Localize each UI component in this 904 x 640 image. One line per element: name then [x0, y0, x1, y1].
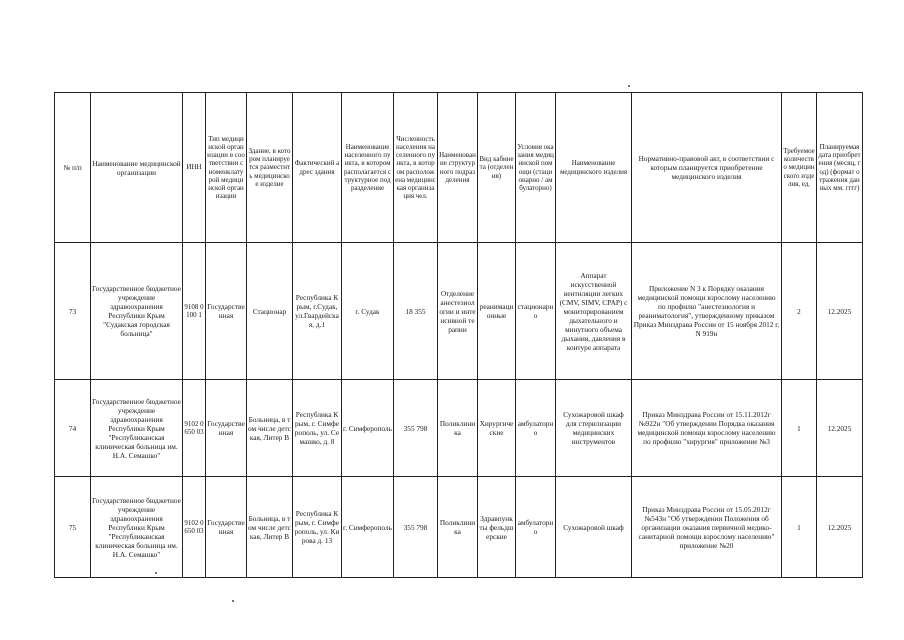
medical-devices-table — [54, 92, 863, 578]
cell-act: Приказ Минздрава России от 15.05.2012г №543н "Об утверждении Положения об организации оказания первичной медико-санитарной помощи взрослому населению" приложение №20 — [632, 477, 782, 578]
cell-cabinet: Хирургические — [478, 380, 516, 477]
cell-address: Республика Крым, г. Симферополь, ул. Семашко, д. 8 — [293, 380, 342, 477]
cell-conditions: амбулаторно — [516, 380, 556, 477]
header-cell-org: Наименование медицинской организации — [91, 93, 183, 243]
cell-date: 12.2025 — [817, 477, 863, 578]
header-cell-device: Наименование медицинского изделия — [556, 93, 632, 243]
cell-num: 73 — [55, 243, 91, 380]
cell-qty: 1 — [782, 380, 817, 477]
cell-date: 12.2025 — [817, 380, 863, 477]
cell-device: Сухожаровой шкаф — [556, 477, 632, 578]
cell-qty: 1 — [782, 477, 817, 578]
table-header-row — [55, 93, 863, 243]
cell-device: Сухожаровой шкаф для стерилизации медицинских инструментов — [556, 380, 632, 477]
table-row — [55, 243, 863, 380]
cell-inn: 9102 0650 03 — [183, 380, 206, 477]
header-cell-locality: Наименование населенного пункта, в котором располагается структурное подразделение — [342, 93, 394, 243]
cell-building: Больница, в том числе детская, Литер В — [247, 477, 293, 578]
cell-building: Стационар — [247, 243, 293, 380]
cell-org: Государственное бюджетное учреждение здравоохранения Республики Крым "Республиканская клиническая больница им. Н.А. Семашко" — [91, 477, 183, 578]
header-cell-act: Нормативно-правовой акт, в соответствии с которым планируется приобретение медицинского изделия — [632, 93, 782, 243]
cell-inn: 9102 0650 03 — [183, 477, 206, 578]
header-cell-inn: ИНН — [183, 93, 206, 243]
cell-org: Государственное бюджетное учреждение здравоохранения Республики Крым "Республиканская клиническая больница им. Н.А. Семашко" — [91, 380, 183, 477]
cell-type: Государственная — [206, 243, 247, 380]
cell-act: Приложение N 3 к Порядку оказания медицинской помощи взрослому населению по профилю "анестезиология и реаниматология", утвержденному приказом Приказ Минздрава России от 15 ноября 2012 г. N 919н — [632, 243, 782, 380]
header-cell-date: Планируемая дата приобретения (месяц, год) (формат отражения данных мм. гггг) — [817, 93, 863, 243]
header-cell-building: Здание, в котором планируется разместить медицинское изделие — [247, 93, 293, 243]
header-cell-conditions: Условия оказания медицинской помощи (стационарно / амбулаторно) — [516, 93, 556, 243]
cell-address: Республика Крым, г.Судак, ул.Гвардейская, д.1 — [293, 243, 342, 380]
table-row — [55, 380, 863, 477]
cell-type: Государственная — [206, 477, 247, 578]
cell-unit: Поликлиника — [438, 380, 478, 477]
header-cell-qty: Требуемое количество медицинского изделия, ед. — [782, 93, 817, 243]
cell-conditions: стационарно — [516, 243, 556, 380]
cell-org: Государственное бюджетное учреждение здравоохранения Республики Крым "Судакская городская больница" — [91, 243, 183, 380]
scan-speck — [232, 600, 234, 602]
cell-act: Приказ Минздрава России от 15.11.2012г №922н "Об утверждении Порядка оказания медицинской помощи взрослому населению по профилю "хирургия" приложение №3 — [632, 380, 782, 477]
header-cell-address: Фактический адрес здания — [293, 93, 342, 243]
cell-inn: 9108 0100 1 — [183, 243, 206, 380]
cell-conditions: амбулаторно — [516, 477, 556, 578]
header-cell-num: № п/п — [55, 93, 91, 243]
header-cell-type: Тип медицинской организации в соответствии с номенклатурой медицинской организации — [206, 93, 247, 243]
scan-speck — [628, 85, 630, 87]
scan-speck — [155, 572, 157, 574]
cell-type: Государственная — [206, 380, 247, 477]
header-cell-population: Численность населения населенного пункта, в котором расположена медицинская организация чел. — [394, 93, 438, 243]
cell-cabinet: реанимационные — [478, 243, 516, 380]
cell-population: 355 798 — [394, 477, 438, 578]
cell-unit: Отделение анестезиологии и интенсивной терапии — [438, 243, 478, 380]
cell-locality: г. Симферополь — [342, 380, 394, 477]
cell-locality: г. Судак — [342, 243, 394, 380]
cell-population: 18 355 — [394, 243, 438, 380]
cell-num: 74 — [55, 380, 91, 477]
cell-num: 75 — [55, 477, 91, 578]
cell-address: Республика Крым, г. Симферополь, ул. Кирова д. 13 — [293, 477, 342, 578]
table-row — [55, 477, 863, 578]
cell-unit: Поликлиника — [438, 477, 478, 578]
header-cell-unit: Наименование структурного подразделения — [438, 93, 478, 243]
cell-building: Больница, в том числе детская, Литер В — [247, 380, 293, 477]
cell-date: 12.2025 — [817, 243, 863, 380]
cell-qty: 2 — [782, 243, 817, 380]
cell-locality: г. Симферополь — [342, 477, 394, 578]
header-cell-cabinet: Вид кабинета (отделения) — [478, 93, 516, 243]
cell-device: Аппарат искусственной вентиляции легких (CMV, SIMV, CPAP) с мониторированием дыхательного и минутного объема дыхания, давления в контуре аппарата — [556, 243, 632, 380]
cell-cabinet: Здравпункты фельдшерские — [478, 477, 516, 578]
cell-population: 355 798 — [394, 380, 438, 477]
